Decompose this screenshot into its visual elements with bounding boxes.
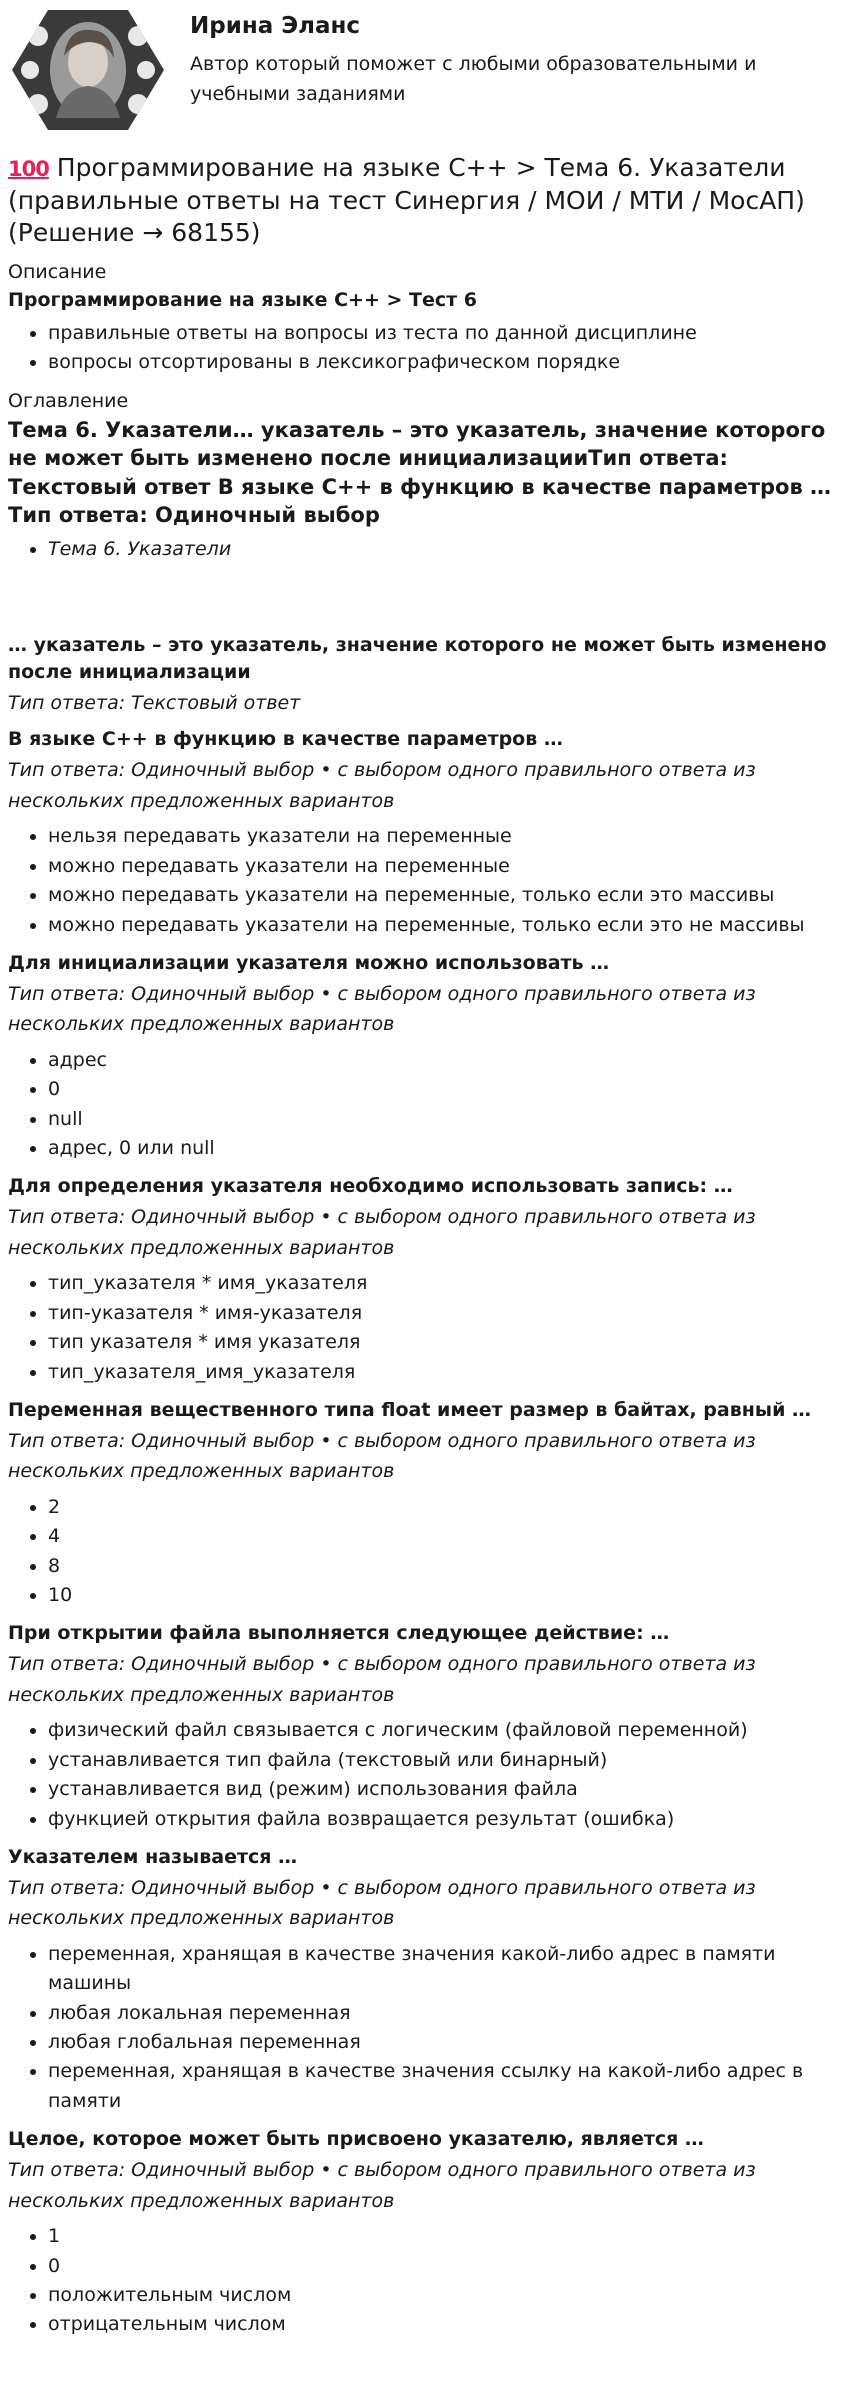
author-name[interactable]: Ирина Эланс <box>190 13 361 39</box>
question-options <box>8 1940 839 2117</box>
answer-option: • тип указателя * имя указателя <box>48 1328 839 1357</box>
answer-option: • положительным числом <box>48 2281 839 2310</box>
description-label: Описание <box>8 260 107 283</box>
question-title: В языке C++ в функцию в качестве параметров … <box>8 728 563 751</box>
answer-option: • любая локальная переменная <box>48 1999 839 2028</box>
answer-option: • можно передавать указатели на переменные, только если это массивы <box>48 881 839 910</box>
list-item: • вопросы отсортированы в лексикографическом порядке <box>48 348 839 377</box>
question <box>8 1620 839 1834</box>
question-title: Переменная вещественного типа float имеет размер в байтах, равный … <box>8 1398 811 1421</box>
question <box>8 1397 839 1611</box>
answer-option: • нельзя передавать указатели на переменные <box>48 822 839 851</box>
question-options <box>8 2222 839 2340</box>
question <box>8 2126 839 2340</box>
toc-label: Оглавление <box>8 390 129 412</box>
answer-option: • адрес, 0 или null <box>48 1134 839 1163</box>
question-type: Тип ответа: Одиночный выбор • с выбором одного правильного ответа из нескольких предложенных вариантов <box>8 2159 756 2212</box>
answer-option: • 8 <box>48 1552 839 1581</box>
answer-option: • переменная, хранящая в качестве значения какой-либо адрес в памяти машины <box>48 1940 839 1999</box>
answer-option: • переменная, хранящая в качестве значения ссылку на какой-либо адрес в памяти <box>48 2057 839 2116</box>
description-list <box>8 319 839 377</box>
question-type: Тип ответа: Текстовый ответ <box>8 692 301 715</box>
author-card <box>8 6 839 142</box>
question-options <box>8 822 839 940</box>
question-type: Тип ответа: Одиночный выбор • с выбором одного правильного ответа из нескольких предложенных вариантов <box>8 1653 756 1706</box>
description-heading: Программирование на языке C++ > Тест 6 <box>8 289 477 312</box>
list-item: • правильные ответы на вопросы из теста по данной дисциплине <box>48 319 839 348</box>
question-title: Указателем называется … <box>8 1845 298 1868</box>
question-type: Тип ответа: Одиночный выбор • с выбором одного правильного ответа из нескольких предложенных вариантов <box>8 759 756 812</box>
answer-option: • 0 <box>48 2252 839 2281</box>
question <box>8 726 839 940</box>
toc-section <box>8 387 839 564</box>
answer-option: • 1 <box>48 2222 839 2251</box>
description-section <box>8 258 839 378</box>
toc-heading: Тема 6. Указатели… указатель – это указатель, значение которого не может быть изменено после инициализацииТип ответа: Текстовый ответ В языке C++ в функцию в качестве параметров …Тип ответа: Одиночный выбор <box>8 417 832 527</box>
answer-option: • устанавливается вид (режим) использования файла <box>48 1775 839 1804</box>
author-description: Автор который поможет с любыми образовательными и учебными заданиями <box>190 53 757 105</box>
page-title <box>8 152 839 250</box>
question <box>8 632 839 718</box>
question-type: Тип ответа: Одиночный выбор • с выбором одного правильного ответа из нескольких предложенных вариантов <box>8 1429 756 1483</box>
author-info <box>190 6 790 109</box>
answer-option: • тип_указателя * имя_указателя <box>48 1269 839 1298</box>
question-options <box>8 1269 839 1387</box>
question-type: Тип ответа: Одиночный выбор • с выбором одного правильного ответа из нескольких предложенных вариантов <box>8 982 756 1036</box>
question-title: При открытии файла выполняется следующее действие: … <box>8 1622 670 1645</box>
answer-option: • 0 <box>48 1075 839 1104</box>
question-type: Тип ответа: Одиночный выбор • с выбором одного правильного ответа из нескольких предложенных вариантов <box>8 1206 756 1259</box>
questions-list <box>8 632 839 2340</box>
answer-option: • функцией открытия файла возвращается результат (ошибка) <box>48 1805 839 1834</box>
question-options <box>8 1046 839 1164</box>
answer-option: • отрицательным числом <box>48 2310 839 2339</box>
question <box>8 1844 839 2116</box>
question <box>8 1173 839 1387</box>
spacer <box>8 574 839 624</box>
answer-option: • адрес <box>48 1046 839 1075</box>
page-title-text: Программирование на языке C++ > Тема 6. Указатели (правильные ответы на тест Синергия / МОИ / МТИ / МосАП) (Решение → 68155) <box>8 153 805 247</box>
question-type: Тип ответа: Одиночный выбор • с выбором одного правильного ответа из нескольких предложенных вариантов <box>8 1876 756 1930</box>
author-avatar[interactable] <box>8 6 168 134</box>
answer-option: • null <box>48 1105 839 1134</box>
question-title: Целое, которое может быть присвоено указателю, является … <box>8 2128 704 2151</box>
answer-option: • физический файл связывается с логическим (файловой переменной) <box>48 1716 839 1745</box>
question-options <box>8 1716 839 1834</box>
question-title: Для инициализации указателя можно использовать … <box>8 951 610 974</box>
toc-list <box>8 535 839 564</box>
answer-option: • можно передавать указатели на переменные <box>48 852 839 881</box>
answer-option: • тип_указателя_имя_указателя <box>48 1358 839 1387</box>
answer-option: • 10 <box>48 1581 839 1610</box>
answer-option: • тип-указателя * имя-указателя <box>48 1299 839 1328</box>
question-title: … указатель – это указатель, значение которого не может быть изменено после инициализации <box>8 634 827 684</box>
answer-option: • 4 <box>48 1522 839 1551</box>
hundred-points-icon: 100 <box>8 157 49 181</box>
answer-option: • устанавливается тип файла (текстовый или бинарный) <box>48 1746 839 1775</box>
answer-option: • 2 <box>48 1493 839 1522</box>
question-title: Для определения указателя необходимо использовать запись: … <box>8 1175 733 1198</box>
toc-item[interactable]: • Тема 6. Указатели <box>48 535 839 564</box>
question-options <box>8 1493 839 1611</box>
answer-option: • любая глобальная переменная <box>48 2028 839 2057</box>
question <box>8 950 839 1164</box>
answer-option: • можно передавать указатели на переменные, только если это не массивы <box>48 911 839 940</box>
